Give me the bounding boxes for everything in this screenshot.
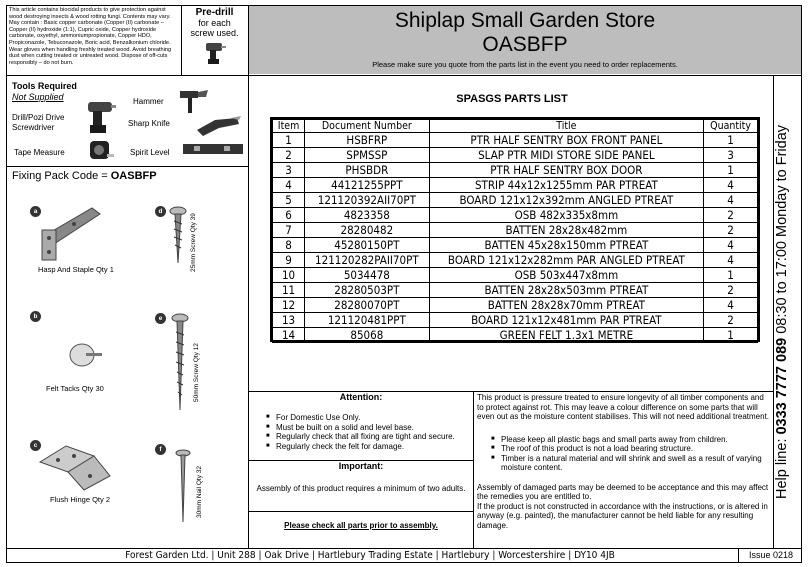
document-number: 121120392AII70PT: [305, 193, 430, 208]
part-quantity: 2: [704, 283, 758, 298]
part-title: BOARD 121x12x481mm PAR PTREAT: [429, 313, 704, 328]
part-quantity: 2: [704, 223, 758, 238]
helpline: [774, 77, 790, 547]
attention-item: ■ Must be built on a solid and level base.: [276, 423, 474, 433]
badge-b: b: [30, 311, 41, 322]
part-quantity: 3: [704, 148, 758, 163]
predrill-box: [182, 6, 247, 74]
part-quantity: 4: [704, 253, 758, 268]
drill-icon: [84, 98, 116, 136]
parts-table: [272, 119, 758, 343]
badge-d: d: [155, 206, 166, 217]
parts-row: [273, 238, 758, 253]
tool-knife: Sharp Knife: [128, 119, 170, 128]
item-number: 6: [273, 208, 305, 223]
part-quantity: 2: [704, 313, 758, 328]
part-quantity: 4: [704, 238, 758, 253]
part-quantity: 1: [704, 268, 758, 283]
part-title: OSB 503x447x8mm: [429, 268, 704, 283]
screw-50mm-label: 50mm Screw Qty 12: [193, 343, 200, 402]
part-quantity: 1: [704, 328, 758, 343]
parts-row: [273, 133, 758, 148]
issue-number: Issue 0218: [748, 550, 794, 560]
item-number: 4: [273, 178, 305, 193]
footer-address: Forest Garden Ltd. | Unit 288 | Oak Drive | Hartlebury Trading Estate | Hartlebury | Worcestershire | DY10 4JB: [125, 550, 615, 561]
part-quantity: 2: [704, 208, 758, 223]
parts-row: [273, 268, 758, 283]
part-title: BOARD 121x12x282mm PAR ANGLED PTREAT: [429, 253, 704, 268]
product-code: OASBFP: [482, 33, 568, 56]
part-title: STRIP 44x12x1255mm PAR PTREAT: [429, 178, 704, 193]
document-number: 4823358: [305, 208, 430, 223]
part-title: BATTEN 28x28x70mm PTREAT: [429, 298, 704, 313]
part-title: OSB 482x335x8mm: [429, 208, 704, 223]
item-number: 10: [273, 268, 305, 283]
parts-row: [273, 283, 758, 298]
screw-25mm-icon: [168, 205, 188, 265]
screw-50mm-icon: [170, 312, 190, 412]
part-title: PTR HALF SENTRY BOX FRONT PANEL: [429, 133, 704, 148]
item-number: 7: [273, 223, 305, 238]
info-bullet: ■ The roof of this product is not a load bearing structure.: [501, 444, 772, 454]
badge-a: a: [30, 206, 41, 217]
item-number: 12: [273, 298, 305, 313]
parts-row: [273, 253, 758, 268]
parts-column-header: Quantity: [704, 120, 758, 133]
document-number: 28280503PT: [305, 283, 430, 298]
liability-paragraph: If the product is not constructed in accordance with the instructions, or is altered in anyway (e.g. painted), the manufacturer cannot be held liable for any resulting damage.: [477, 501, 768, 530]
item-number: 8: [273, 238, 305, 253]
flush-hinge-icon: [36, 440, 116, 492]
document-number: PHSBDR: [305, 163, 430, 178]
parts-column-header: Item: [273, 120, 305, 133]
important-title: Important:: [338, 461, 384, 471]
divider: [6, 75, 802, 76]
item-number: 13: [273, 313, 305, 328]
divider: [738, 548, 739, 563]
part-quantity: 4: [704, 298, 758, 313]
parts-row: [273, 208, 758, 223]
document-number: 45280150PT: [305, 238, 430, 253]
parts-row: [273, 193, 758, 208]
info-bullet: ■ Please keep all plastic bags and small parts away from children.: [501, 435, 772, 445]
tools-title: Tools Required: [12, 81, 77, 91]
divider: [249, 511, 473, 512]
document-number: 85068: [305, 328, 430, 343]
parts-row: [273, 148, 758, 163]
info-list: [491, 435, 772, 473]
info-bullet: ■ Timber is a natural material and will shrink and swell as a result of varying moisture content.: [501, 454, 772, 473]
parts-row: [273, 298, 758, 313]
helpline-hours: 08:30 to 17:00 Monday to Friday: [774, 124, 790, 338]
flush-hinge-label: Flush Hinge Qty 2: [50, 495, 111, 504]
parts-row: [273, 328, 758, 343]
parts-row: [273, 223, 758, 238]
part-quantity: 4: [704, 193, 758, 208]
parts-column-header: Document Number: [305, 120, 430, 133]
part-title: PTR HALF SENTRY BOX DOOR: [429, 163, 704, 178]
knife-icon: [193, 114, 243, 138]
title-banner: [249, 6, 801, 74]
document-number: 28280070PT: [305, 298, 430, 313]
hammer-icon: [176, 88, 210, 114]
document-number: 5034478: [305, 268, 430, 283]
badge-f: f: [155, 444, 166, 455]
parts-column-header: Title: [429, 120, 704, 133]
badge-c: c: [30, 440, 41, 451]
predrill-title: Pre-drill: [195, 7, 234, 18]
info-block: [477, 393, 772, 530]
item-number: 2: [273, 148, 305, 163]
hasp-label: Hasp And Staple Qty 1: [38, 265, 114, 274]
badge-e: e: [155, 313, 166, 324]
tool-level: Spirit Level: [130, 148, 170, 157]
parts-row: [273, 163, 758, 178]
fixing-pack-label: Fixing Pack Code =: [12, 170, 111, 182]
parts-list-title: SPASGS PARTS LIST: [456, 93, 568, 105]
predrill-text: for each screw used.: [190, 18, 239, 38]
document-number: HSBFRP: [305, 133, 430, 148]
attention-item: ■ Regularly check that all fixing are tight and secure.: [276, 432, 474, 442]
fixing-pack-code: OASBFP: [110, 170, 157, 182]
document-number: 44121255PPT: [305, 178, 430, 193]
document-number: 121120282PAII70PT: [305, 253, 430, 268]
tool-drill: Drill/Pozi Drive Screwdriver: [12, 113, 65, 132]
part-quantity: 1: [704, 133, 758, 148]
important-text: Assembly of this product requires a minimum of two adults.: [256, 484, 466, 493]
item-number: 5: [273, 193, 305, 208]
check-parts-note: Please check all parts prior to assembly.: [284, 521, 438, 530]
tape-measure-icon: [88, 139, 114, 161]
item-number: 9: [273, 253, 305, 268]
attention-list: [266, 413, 474, 451]
parts-table-frame: [270, 117, 760, 342]
part-title: SLAP PTR MIDI STORE SIDE PANEL: [429, 148, 704, 163]
part-title: BATTEN 28x28x482mm: [429, 223, 704, 238]
felt-tacks-label: Felt Tacks Qty 30: [46, 384, 104, 393]
document-number: 28280482: [305, 223, 430, 238]
felt-tack-icon: [64, 342, 104, 376]
divider: [6, 166, 249, 167]
damage-paragraph: Assembly of damaged parts may be deemed to be acceptance and this may affect the remedies you are entitled to.: [477, 482, 769, 501]
nail-30mm-icon: [174, 448, 192, 524]
parts-row: [273, 178, 758, 193]
parts-header-row: [273, 120, 758, 133]
biocide-warning: This article contains biocidal products to give protection against wood destroying insects & wood rotting fungi. Contents may vary. May contain : Basic copper carbonate (Copper (II) carbonate – Copper (II) hydroxide (1:1), Cupric oxide, Copper hydroxide carbonate, oxyethyl, ammoniumpropionate, Copper HDO, Propiconazole, Tebuconazole, Boric acid, Benzalkonium chloride. Wear gloves when handling freshly treated wood. Avoid breathing dust when cutting treated or untreated wood. Dispose of off-cuts responsibly – do not burn.: [9, 7, 172, 66]
tool-hammer: Hammer: [133, 97, 164, 106]
divider: [248, 75, 249, 548]
attention-item: ■ Regularly check the felt for damage.: [276, 442, 474, 452]
part-quantity: 1: [704, 163, 758, 178]
parts-row: [273, 313, 758, 328]
helpline-label: Help line:: [774, 434, 790, 500]
part-title: GREEN FELT 1.3x1 METRE: [429, 328, 704, 343]
document-number: SPMSSP: [305, 148, 430, 163]
attention-title: Attention:: [339, 392, 383, 402]
document-number: 121120481PPT: [305, 313, 430, 328]
helpline-number: 0333 7777 089: [774, 337, 790, 435]
fixing-pack-title: [12, 170, 157, 182]
item-number: 1: [273, 133, 305, 148]
product-title: Shiplap Small Garden Store: [394, 9, 656, 32]
hasp-staple-icon: [34, 202, 114, 264]
part-quantity: 4: [704, 178, 758, 193]
item-number: 11: [273, 283, 305, 298]
attention-item: ■ For Domestic Use Only.: [276, 413, 474, 423]
item-number: 14: [273, 328, 305, 343]
tool-tape: Tape Measure: [14, 148, 65, 157]
item-number: 3: [273, 163, 305, 178]
screw-25mm-label: 25mm Screw Qty 39: [190, 213, 197, 272]
drill-icon: [203, 40, 227, 66]
tools-subtitle: Not Supplied: [12, 92, 64, 102]
part-title: BATTEN 28x28x503mm PTREAT: [429, 283, 704, 298]
spirit-level-icon: [182, 141, 244, 157]
nail-30mm-label: 30mm Nail Qty 32: [196, 465, 203, 518]
part-title: BATTEN 45x28x150mm PTREAT: [429, 238, 704, 253]
treatment-paragraph: This product is pressure treated to ensure longevity of all timber components and to protect against rot. This may leave a colour difference on some parts that will even out as the moisture content stabilises. This will not need additional treatment.: [477, 393, 770, 421]
quote-note: Please make sure you quote from the parts list in the event you need to order replacements.: [372, 60, 678, 69]
part-title: BOARD 121x12x392mm ANGLED PTREAT: [429, 193, 704, 208]
